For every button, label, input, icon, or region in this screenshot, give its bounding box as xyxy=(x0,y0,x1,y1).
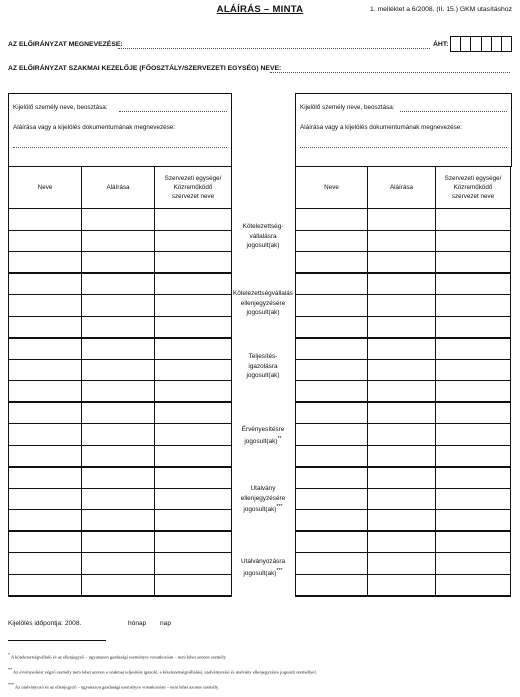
footnote: *** Az utalványozó és az ellenjegyző – ugyanazon gazdasági eseményre vonatkozóan – nem lehet azonos személy. xyxy=(8,682,220,690)
signature-rows-left xyxy=(9,209,232,596)
role-line: Utalványozásra xyxy=(240,558,286,565)
signature-row xyxy=(9,209,232,231)
designee-name-label: Kijelölő személy neve, beosztása: xyxy=(300,104,395,111)
designee-doc-field[interactable] xyxy=(300,147,507,148)
signature-row xyxy=(296,574,511,596)
role-line: igazolásra xyxy=(248,362,278,370)
name-cell[interactable] xyxy=(296,273,368,295)
signature-cell[interactable] xyxy=(368,510,436,532)
month-label: hónap xyxy=(128,620,147,627)
name-cell[interactable] xyxy=(9,295,82,317)
name-cell[interactable] xyxy=(296,424,368,446)
signature-row xyxy=(9,488,232,510)
name-cell[interactable] xyxy=(9,445,82,467)
signature-row xyxy=(9,252,232,274)
name-cell[interactable] xyxy=(296,230,368,252)
name-cell[interactable] xyxy=(9,273,82,295)
footnote-marker: *** xyxy=(276,504,283,510)
unit-cell[interactable] xyxy=(155,574,232,596)
signature-cell[interactable] xyxy=(82,424,155,446)
aht-digit-box[interactable] xyxy=(502,37,511,51)
unit-cell[interactable] xyxy=(436,488,511,510)
signature-cell[interactable] xyxy=(368,424,436,446)
role-line: jogosult(ak)*** xyxy=(243,567,283,577)
signature-cell[interactable] xyxy=(82,338,155,360)
signature-cell[interactable] xyxy=(368,553,436,575)
unit-cell[interactable] xyxy=(436,424,511,446)
designee-name-field[interactable] xyxy=(400,111,507,112)
name-cell[interactable] xyxy=(296,252,368,274)
name-cell[interactable] xyxy=(9,574,82,596)
unit-header-line: szervezet neve xyxy=(171,193,215,200)
role-line: Utalvány xyxy=(250,485,276,492)
aht-digit-box[interactable] xyxy=(471,37,481,51)
name-cell[interactable] xyxy=(9,252,82,274)
signature-cell[interactable] xyxy=(368,402,436,424)
role-label-commitment xyxy=(231,222,295,251)
signature-row xyxy=(296,424,511,446)
unit-cell[interactable] xyxy=(155,488,232,510)
unit-cell[interactable] xyxy=(436,402,511,424)
name-cell[interactable] xyxy=(296,467,368,489)
designee-box-right xyxy=(295,93,512,167)
signature-cell[interactable] xyxy=(368,209,436,231)
signature-row xyxy=(296,445,511,467)
footnote-marker: ** xyxy=(277,435,282,442)
signature-cell[interactable] xyxy=(368,531,436,553)
signature-cell[interactable] xyxy=(368,381,436,403)
unit-header-line: Közreműködő xyxy=(453,184,493,191)
signature-cell[interactable] xyxy=(82,273,155,295)
name-cell[interactable] xyxy=(9,209,82,231)
unit-cell[interactable] xyxy=(436,359,511,381)
signature-cell[interactable] xyxy=(368,359,436,381)
designee-name-label: Kijelölő személy neve, beosztása: xyxy=(13,104,108,111)
unit-cell[interactable] xyxy=(436,467,511,489)
footnote: ** Az érvényesítést végző személy nem lehet azonos a szakmai teljesítést igazoló, a kötelezettségvállalási, utalványozási és utalvány ellenjegyzésre jogosult személlyel. xyxy=(8,667,317,675)
unit-cell[interactable] xyxy=(436,295,511,317)
unit-header-line: Szervezeti egysége/ xyxy=(164,175,222,182)
footnote: * A kötelezettségvállaló és az ellenjegyző – ugyanazon gazdasági eseményre vonatkozóan – nem lehet azonos személy xyxy=(8,652,226,660)
unit-cell[interactable] xyxy=(155,381,232,403)
role-line: jogosult(ak)*** xyxy=(243,504,283,514)
signature-row xyxy=(296,295,511,317)
signature-row xyxy=(9,531,232,553)
signature-cell[interactable] xyxy=(82,531,155,553)
designee-doc-field[interactable] xyxy=(13,147,227,148)
unit-cell[interactable] xyxy=(155,402,232,424)
table-header-row xyxy=(296,167,511,209)
name-cell[interactable] xyxy=(296,359,368,381)
signature-row xyxy=(9,316,232,338)
unit-cell[interactable] xyxy=(436,445,511,467)
appropriation-name-label: AZ ELŐIRÁNYZAT MEGNEVEZÉSE: xyxy=(8,41,123,48)
signature-cell[interactable] xyxy=(368,338,436,360)
document-title: ALÁÍRÁS – MINTA xyxy=(216,4,304,15)
name-cell[interactable] xyxy=(9,424,82,446)
aht-code-boxes[interactable] xyxy=(450,36,512,52)
signature-row xyxy=(9,295,232,317)
unit-cell[interactable] xyxy=(436,531,511,553)
manager-field[interactable] xyxy=(270,72,510,73)
unit-header-line: Közreműködő xyxy=(173,184,213,191)
signature-row xyxy=(9,510,232,532)
signature-row xyxy=(296,273,511,295)
signature-cell[interactable] xyxy=(368,488,436,510)
unit-cell[interactable] xyxy=(436,574,511,596)
name-cell[interactable] xyxy=(9,381,82,403)
signature-row xyxy=(9,273,232,295)
name-cell[interactable] xyxy=(296,402,368,424)
signature-row xyxy=(296,359,511,381)
signature-row xyxy=(9,402,232,424)
signature-row xyxy=(296,402,511,424)
name-cell[interactable] xyxy=(9,531,82,553)
unit-cell[interactable] xyxy=(436,381,511,403)
signature-cell[interactable] xyxy=(368,467,436,489)
signature-row xyxy=(296,338,511,360)
role-line: Kötelezettségvállalás xyxy=(232,290,294,297)
signature-cell[interactable] xyxy=(368,574,436,596)
signature-cell[interactable] xyxy=(368,252,436,274)
role-label-validation xyxy=(231,425,295,446)
table-header-row xyxy=(9,167,232,209)
name-cell[interactable] xyxy=(9,553,82,575)
unit-cell[interactable] xyxy=(436,316,511,338)
unit-cell[interactable] xyxy=(155,209,232,231)
role-line: jogosult(ak) xyxy=(246,372,280,379)
unit-cell[interactable] xyxy=(155,273,232,295)
signature-cell[interactable] xyxy=(368,316,436,338)
unit-cell[interactable] xyxy=(436,553,511,575)
signature-cell[interactable] xyxy=(82,510,155,532)
signature-row xyxy=(296,230,511,252)
name-cell[interactable] xyxy=(9,488,82,510)
name-cell[interactable] xyxy=(296,531,368,553)
name-cell[interactable] xyxy=(9,338,82,360)
signature-cell[interactable] xyxy=(82,230,155,252)
name-cell[interactable] xyxy=(296,488,368,510)
aht-digit-box[interactable] xyxy=(492,37,502,51)
aht-digit-box[interactable] xyxy=(451,37,461,51)
name-cell[interactable] xyxy=(9,402,82,424)
signature-row xyxy=(9,381,232,403)
designee-name-field[interactable] xyxy=(119,111,227,112)
unit-cell[interactable] xyxy=(155,445,232,467)
unit-cell[interactable] xyxy=(436,209,511,231)
signature-row xyxy=(9,553,232,575)
role-label-payment-countersign xyxy=(231,484,295,515)
manager-label: AZ ELŐIRÁNYZAT SZAKMAI KEZELŐJE (FŐOSZTÁLY/SZERVEZETI EGYSÉG) NEVE: xyxy=(8,65,282,72)
footnote-marker: *** xyxy=(276,567,283,574)
signature-row xyxy=(296,488,511,510)
name-cell[interactable] xyxy=(9,510,82,532)
signature-row xyxy=(9,424,232,446)
signature-cell[interactable] xyxy=(82,295,155,317)
signature-table-right xyxy=(295,166,511,597)
name-cell[interactable] xyxy=(296,553,368,575)
unit-cell[interactable] xyxy=(436,252,511,274)
signature-row xyxy=(296,553,511,575)
name-cell[interactable] xyxy=(9,359,82,381)
designee-doc-label: Aláírása vagy a kijelölés dokumentumának megnevezése: xyxy=(13,124,176,131)
role-line: jogosult(ak)** xyxy=(244,435,282,445)
unit-cell[interactable] xyxy=(155,531,232,553)
column-header-unit xyxy=(436,167,511,209)
signature-row xyxy=(9,445,232,467)
name-cell[interactable] xyxy=(296,338,368,360)
signature-row xyxy=(296,316,511,338)
unit-cell[interactable] xyxy=(155,510,232,532)
name-cell[interactable] xyxy=(296,510,368,532)
signature-cell[interactable] xyxy=(82,553,155,575)
column-header-signature: Aláírása xyxy=(82,167,155,209)
aht-label: ÁHT: xyxy=(433,41,449,48)
name-cell[interactable] xyxy=(9,230,82,252)
signature-cell[interactable] xyxy=(82,359,155,381)
role-line: jogosult(ak) xyxy=(246,309,280,316)
unit-cell[interactable] xyxy=(436,273,511,295)
signature-row xyxy=(296,467,511,489)
role-line: vállalásra xyxy=(249,232,277,240)
signature-row xyxy=(9,230,232,252)
name-cell[interactable] xyxy=(296,381,368,403)
unit-cell[interactable] xyxy=(155,316,232,338)
unit-cell[interactable] xyxy=(155,359,232,381)
name-cell[interactable] xyxy=(296,209,368,231)
unit-cell[interactable] xyxy=(155,252,232,274)
designee-doc-label: Aláírása vagy a kijelölés dokumentumának megnevezése: xyxy=(300,124,463,131)
signature-cell[interactable] xyxy=(82,252,155,274)
role-line: Kötelezettség- xyxy=(242,223,284,230)
signature-row xyxy=(9,338,232,360)
aht-digit-box[interactable] xyxy=(461,37,471,51)
signature-cell[interactable] xyxy=(82,574,155,596)
name-cell[interactable] xyxy=(296,445,368,467)
signature-cell[interactable] xyxy=(82,488,155,510)
day-label: nap xyxy=(160,620,172,627)
signature-cell[interactable] xyxy=(368,230,436,252)
name-cell[interactable] xyxy=(296,316,368,338)
signature-cell[interactable] xyxy=(82,209,155,231)
appropriation-name-field[interactable] xyxy=(118,48,430,49)
role-line: ellenjegyzésére xyxy=(240,494,286,502)
unit-cell[interactable] xyxy=(155,467,232,489)
annex-reference: 1. melléklet a 6/2008. (II. 15.) GKM utasításhoz xyxy=(369,6,512,13)
signature-row xyxy=(9,359,232,381)
role-label-payment-authorization xyxy=(231,557,295,578)
role-label-commitment-countersign xyxy=(231,289,295,318)
unit-cell[interactable] xyxy=(155,295,232,317)
unit-cell[interactable] xyxy=(155,338,232,360)
signature-table-left xyxy=(8,166,232,597)
designee-box-left xyxy=(8,93,232,167)
role-line: jogosult(ak) xyxy=(246,242,280,249)
unit-cell[interactable] xyxy=(155,424,232,446)
role-line: Érvényesítésre xyxy=(241,426,285,433)
signature-row xyxy=(9,574,232,596)
column-header-signature: Aláírása xyxy=(368,167,436,209)
signature-cell[interactable] xyxy=(368,295,436,317)
signature-cell[interactable] xyxy=(82,402,155,424)
signature-row xyxy=(9,467,232,489)
name-cell[interactable] xyxy=(9,467,82,489)
designation-date-label: Kijelölés időpontja: 2008. xyxy=(8,620,82,627)
role-line: Teljesítés- xyxy=(248,353,278,360)
name-cell[interactable] xyxy=(9,316,82,338)
signature-cell[interactable] xyxy=(368,273,436,295)
signature-row xyxy=(296,252,511,274)
footnote-separator xyxy=(8,640,106,641)
signature-rows-right xyxy=(296,209,511,596)
signature-cell[interactable] xyxy=(82,445,155,467)
role-line: ellenjegyzésére xyxy=(240,299,286,307)
unit-header-line: szervezet neve xyxy=(451,193,495,200)
signature-row xyxy=(296,209,511,231)
unit-cell[interactable] xyxy=(436,230,511,252)
unit-cell[interactable] xyxy=(155,553,232,575)
column-header-name: Neve xyxy=(9,167,82,209)
column-header-unit xyxy=(155,167,232,209)
unit-cell[interactable] xyxy=(155,230,232,252)
name-cell[interactable] xyxy=(296,574,368,596)
signature-row xyxy=(296,381,511,403)
aht-digit-box[interactable] xyxy=(482,37,492,51)
unit-header-line: Szervezeti egysége/ xyxy=(444,175,502,182)
role-label-performance-certification xyxy=(231,352,295,381)
signature-cell[interactable] xyxy=(368,445,436,467)
signature-row xyxy=(296,531,511,553)
signature-cell[interactable] xyxy=(82,316,155,338)
unit-cell[interactable] xyxy=(436,510,511,532)
name-cell[interactable] xyxy=(296,295,368,317)
unit-cell[interactable] xyxy=(436,338,511,360)
signature-cell[interactable] xyxy=(82,381,155,403)
signature-cell[interactable] xyxy=(82,467,155,489)
signature-row xyxy=(296,510,511,532)
column-header-name: Neve xyxy=(296,167,368,209)
